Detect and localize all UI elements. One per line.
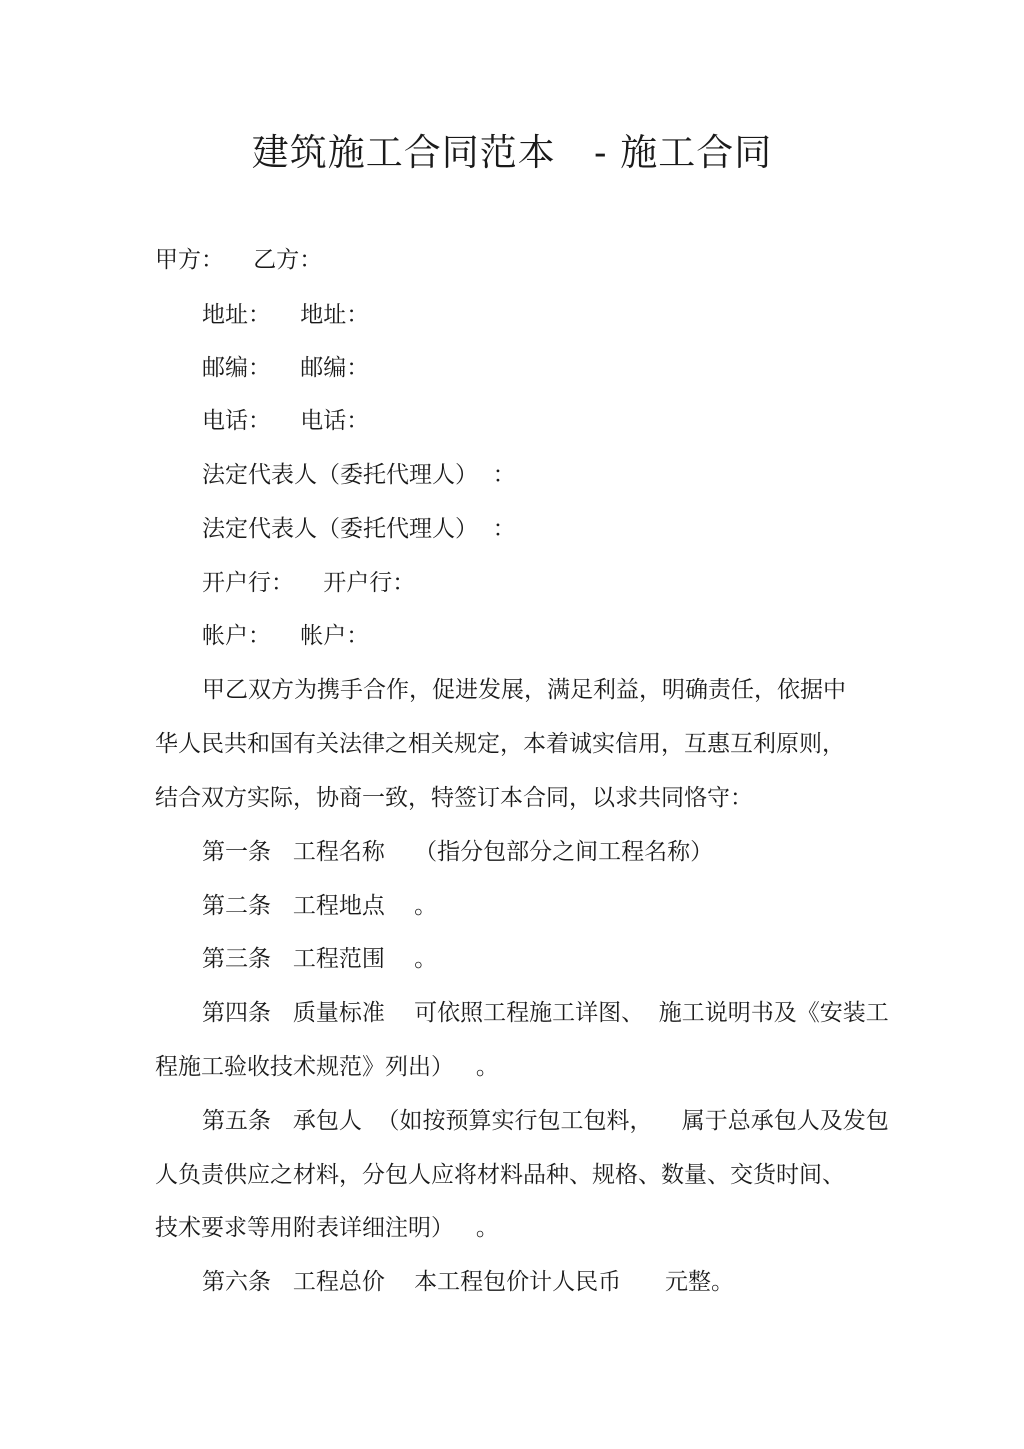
account-line: 帐户： 帐户： [202,623,370,649]
article-5-line-1: 第五条 承包人 （如按预算实行包工包料， 属于总承包人及发包 [202,1108,889,1134]
article-4-line-1: 第四条 质量标准 可依照工程施工详图、 施工说明书及《安装工 [202,1000,889,1026]
party-line: 甲方： 乙方： [155,247,323,273]
article-6: 第六条 工程总价 本工程包价计人民币 元整。 [202,1269,735,1295]
phone-line: 电话： 电话： [202,408,370,434]
bank-line: 开户行： 开户行： [202,570,416,596]
postcode-line: 邮编： 邮编： [202,355,370,381]
legal-rep-line-b: 法定代表人（委托代理人） ： [202,516,516,542]
article-5-line-3: 技术要求等用附表详细注明） 。 [155,1215,499,1241]
legal-rep-line-a: 法定代表人（委托代理人） ： [202,462,516,488]
document-title: 建筑施工合同范本 - 施工合同 [251,131,773,174]
address-line: 地址： 地址： [202,302,370,328]
article-2: 第二条 工程地点 。 [202,893,438,919]
article-4-line-2: 程施工验收技术规范》列出） 。 [155,1054,499,1080]
article-3: 第三条 工程范围 。 [202,946,438,972]
article-5-line-2: 人负责供应之材料，分包人应将材料品种、规格、数量、交货时间、 [155,1162,845,1188]
preamble-line-3: 结合双方实际，协商一致，特签订本合同，以求共同恪守： [155,785,753,811]
preamble-line-2: 华人民共和国有关法律之相关规定，本着诚实信用，互惠互利原则， [155,731,845,757]
article-1: 第一条 工程名称 （指分包部分之间工程名称） [202,839,714,865]
preamble-line-1: 甲乙双方为携手合作，促进发展，满足利益，明确责任，依据中 [202,677,846,703]
